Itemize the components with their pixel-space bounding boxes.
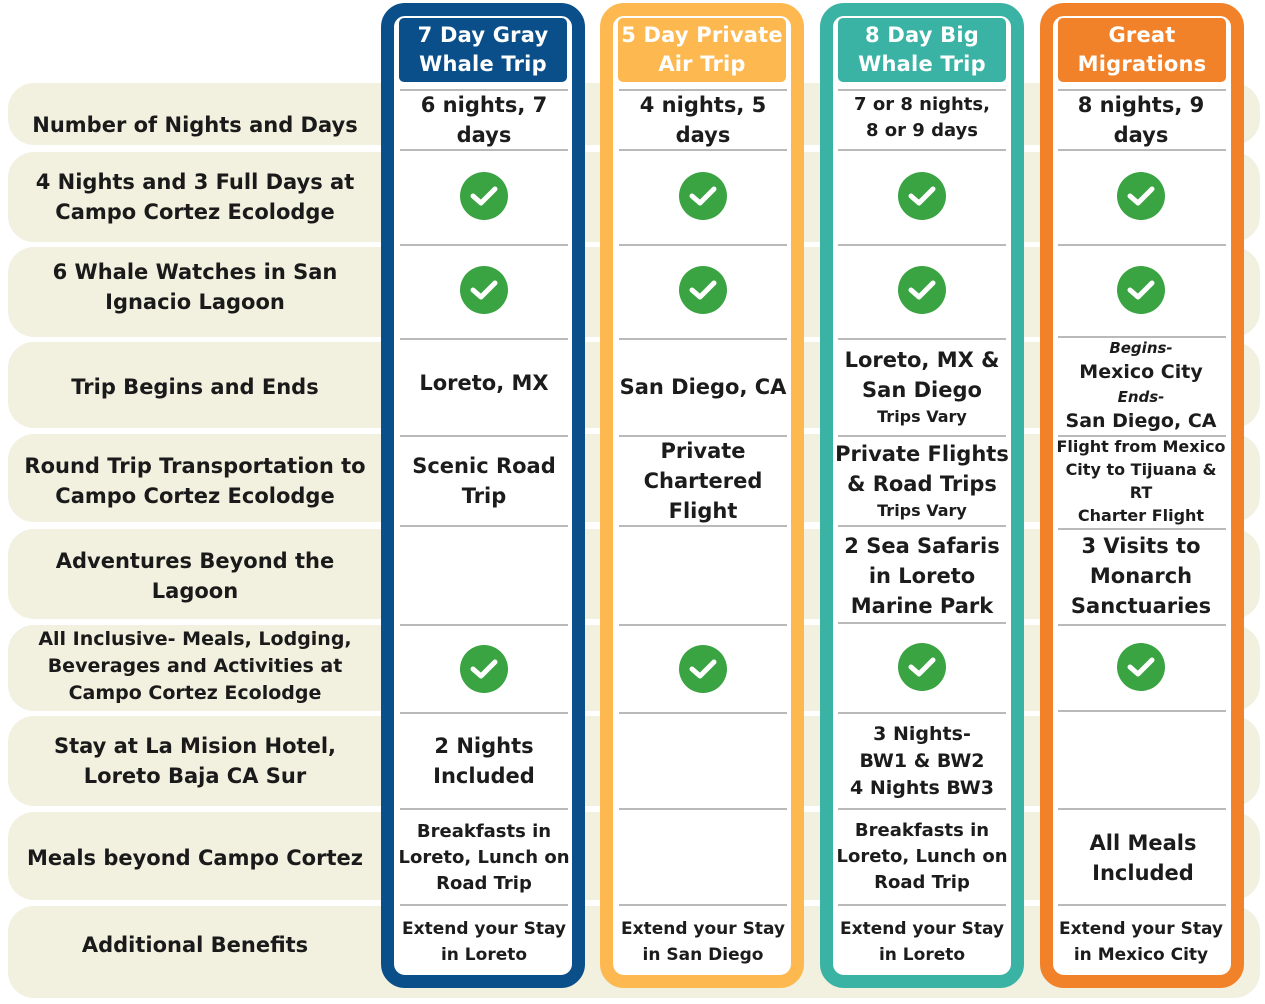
check-circle-icon xyxy=(898,643,946,691)
cell-text: Scenic Road xyxy=(412,454,556,478)
check-circle-icon xyxy=(1117,172,1165,220)
cell-mision xyxy=(396,716,572,806)
cell-text: Loreto, MX & xyxy=(844,347,1000,372)
divider xyxy=(1058,808,1226,810)
column-header-private-air xyxy=(618,18,786,82)
divider xyxy=(838,808,1006,810)
cell-text: Chartered xyxy=(643,469,763,493)
divider xyxy=(400,525,568,527)
cell-campo-check xyxy=(396,152,572,240)
row-label-text: Adventures Beyond the Lagoon xyxy=(55,549,335,603)
cell-text: Flight from Mexico xyxy=(1056,437,1226,456)
check-circle-icon xyxy=(679,645,727,693)
divider xyxy=(400,712,568,714)
cell-campo-check xyxy=(834,152,1010,240)
row-label-text: Trip Begins and Ends xyxy=(71,375,319,399)
cell-inclusive-check xyxy=(615,626,791,712)
cell-text: Monarch xyxy=(1089,564,1193,588)
cell-text: 3 Nights- xyxy=(873,722,971,745)
divider xyxy=(619,808,787,810)
cell-campo-check xyxy=(1053,152,1229,240)
cell-begins xyxy=(834,341,1010,431)
cell-text: Mexico City xyxy=(1079,361,1203,383)
cell-adventures xyxy=(1053,530,1229,622)
cell-text: 4 Nights BW3 xyxy=(849,776,994,799)
cell-inclusive-check xyxy=(396,626,572,712)
cell-text: Sanctuaries xyxy=(1070,594,1212,618)
cell-text: Trip xyxy=(461,484,507,508)
cell-whale-check xyxy=(1053,246,1229,334)
cell-inclusive-check xyxy=(834,624,1010,710)
cell-text: BW1 & BW2 xyxy=(859,749,985,772)
cell-begins xyxy=(396,342,572,424)
check-circle-icon xyxy=(1117,643,1165,691)
divider xyxy=(1058,904,1226,906)
divider xyxy=(400,808,568,810)
cell-text: in Loreto xyxy=(868,564,976,588)
cell-text: & Road Trips xyxy=(847,471,997,496)
row-label-whale xyxy=(14,242,376,332)
cell-inclusive-check xyxy=(1053,624,1229,710)
cell-text: Breakfasts in xyxy=(416,821,552,842)
check-circle-icon xyxy=(679,266,727,314)
cell-text: San Diego, CA xyxy=(619,375,787,399)
cell-text: Included xyxy=(433,764,535,788)
cell-note: Trips Vary xyxy=(877,500,967,520)
divider xyxy=(838,904,1006,906)
row-label-begins xyxy=(14,342,376,432)
cell-text: Loreto, Lunch on xyxy=(836,846,1008,867)
header-line: Whale Trip xyxy=(858,52,986,76)
divider xyxy=(619,338,787,340)
column-header-big-whale xyxy=(838,18,1006,82)
cell-begins xyxy=(1053,338,1229,434)
cell-nights xyxy=(615,94,791,146)
divider xyxy=(838,149,1006,151)
cell-benefits xyxy=(396,910,572,974)
row-label-inclusive xyxy=(14,623,376,709)
check-circle-icon xyxy=(460,172,508,220)
check-circle-icon xyxy=(679,172,727,220)
row-label-transport xyxy=(14,436,376,526)
check-circle-icon xyxy=(460,266,508,314)
cell-note: Trips Vary xyxy=(877,406,967,426)
cell-text: San Diego, CA xyxy=(1065,410,1217,432)
row-label-benefits xyxy=(14,900,376,990)
row-label-text: Number of Nights and Days xyxy=(32,113,358,137)
divider xyxy=(400,904,568,906)
cell-benefits xyxy=(615,910,791,974)
cell-text: Extend your Stay xyxy=(402,919,566,939)
cell-text: Breakfasts in xyxy=(854,820,990,841)
check-circle-icon xyxy=(898,172,946,220)
cell-text: Private xyxy=(660,439,746,463)
cell-text: 8 or 9 days xyxy=(865,120,979,141)
cell-text: Loreto, MX xyxy=(419,371,549,395)
header-line: 7 Day Gray xyxy=(417,23,549,47)
cell-transport xyxy=(396,437,572,525)
cell-text: Road Trip xyxy=(436,873,532,894)
row-label-text: Round Trip Transportation to xyxy=(24,454,366,478)
cell-text: Included xyxy=(1092,861,1194,885)
check-circle-icon xyxy=(460,645,508,693)
cell-text: Loreto, Lunch on xyxy=(398,847,570,868)
row-label-nights xyxy=(14,100,376,150)
cell-adventures xyxy=(834,530,1010,622)
divider xyxy=(400,338,568,340)
divider xyxy=(838,712,1006,714)
cell-nights xyxy=(1053,94,1229,146)
cell-nights xyxy=(396,94,572,146)
cell-campo-check xyxy=(615,152,791,240)
cell-text: Private Flights xyxy=(835,441,1009,466)
row-label-adventures xyxy=(14,531,376,621)
divider xyxy=(619,904,787,906)
divider xyxy=(838,338,1006,340)
row-label-text: Stay at La Mision Hotel, xyxy=(53,734,336,758)
row-label-text: 6 Whale Watches in San xyxy=(52,260,338,284)
cell-transport xyxy=(834,436,1010,524)
cell-text: in Loreto xyxy=(878,945,966,965)
row-label-text: Additional Benefits xyxy=(81,933,309,957)
cell-text: 7 or 8 nights, xyxy=(854,94,990,115)
cell-mision xyxy=(834,716,1010,806)
cell-text: 4 nights, 5 days xyxy=(639,93,767,147)
cell-text: in Mexico City xyxy=(1073,945,1209,965)
row-label-text: Meals beyond Campo Cortez xyxy=(27,846,363,870)
row-label-text: 4 Nights and 3 Full Days at xyxy=(35,170,355,194)
cell-benefits xyxy=(1053,910,1229,974)
header-line: 8 Day Big xyxy=(865,23,979,47)
cell-transport xyxy=(1053,438,1229,524)
cell-meals xyxy=(834,812,1010,902)
row-label-campo xyxy=(14,152,376,242)
check-circle-icon xyxy=(898,266,946,314)
cell-text: 8 nights, 9 days xyxy=(1077,93,1205,147)
cell-whale-check xyxy=(834,246,1010,334)
cell-text: in Loreto xyxy=(440,945,528,965)
row-label-text: Campo Cortez Ecolodge xyxy=(55,200,335,224)
row-label-text: Loreto Baja CA Sur xyxy=(83,764,307,788)
row-label-text: Ignacio Lagoon xyxy=(105,290,285,314)
header-line: Air Trip xyxy=(658,52,746,76)
row-label-text: Campo Cortez Ecolodge xyxy=(55,484,335,508)
cell-text: All Meals xyxy=(1089,831,1197,855)
header-line: Whale Trip xyxy=(419,52,547,76)
cell-transport xyxy=(615,437,791,525)
divider xyxy=(619,712,787,714)
cell-text: 3 Visits to xyxy=(1081,534,1201,558)
row-label-text: Campo Cortez Ecolodge xyxy=(68,681,322,704)
cell-text: in San Diego xyxy=(642,945,764,965)
column-header-great-migrations xyxy=(1058,18,1226,82)
header-line: Migrations xyxy=(1077,52,1207,76)
cell-whale-check xyxy=(396,246,572,334)
cell-meals xyxy=(396,812,572,904)
cell-benefits xyxy=(834,910,1010,974)
header-line: Great xyxy=(1108,23,1176,47)
divider xyxy=(838,525,1006,527)
cell-whale-check xyxy=(615,246,791,334)
cell-text: Road Trip xyxy=(874,872,970,893)
row-label-text: All Inclusive- Meals, Lodging, xyxy=(38,627,352,650)
cell-text: 2 Sea Safaris xyxy=(844,534,1000,558)
cell-nights xyxy=(834,90,1010,146)
cell-begins xyxy=(615,346,791,428)
cell-text: City to Tijuana & RT xyxy=(1065,460,1217,502)
row-label-mision xyxy=(14,716,376,806)
cell-text: 2 Nights xyxy=(434,734,534,758)
cell-text: Extend your Stay xyxy=(621,919,785,939)
cell-meals xyxy=(1055,812,1231,904)
check-circle-icon xyxy=(1117,266,1165,314)
column-header-gray-whale xyxy=(399,18,567,82)
cell-tag: Ends- xyxy=(1117,388,1165,406)
row-label-meals xyxy=(14,814,376,902)
cell-text: Extend your Stay xyxy=(1059,919,1223,939)
cell-text: Marine Park xyxy=(850,594,994,618)
cell-text: 6 nights, 7 days xyxy=(420,93,548,147)
row-label-text: Beverages and Activities at xyxy=(47,654,343,677)
header-line: 5 Day Private xyxy=(621,23,783,47)
cell-text: San Diego xyxy=(862,377,982,402)
cell-text: Flight xyxy=(668,499,738,523)
cell-text: Charter Flight xyxy=(1077,506,1205,525)
cell-text: Extend your Stay xyxy=(840,919,1004,939)
cell-tag: Begins- xyxy=(1109,339,1173,357)
divider xyxy=(1058,710,1226,712)
